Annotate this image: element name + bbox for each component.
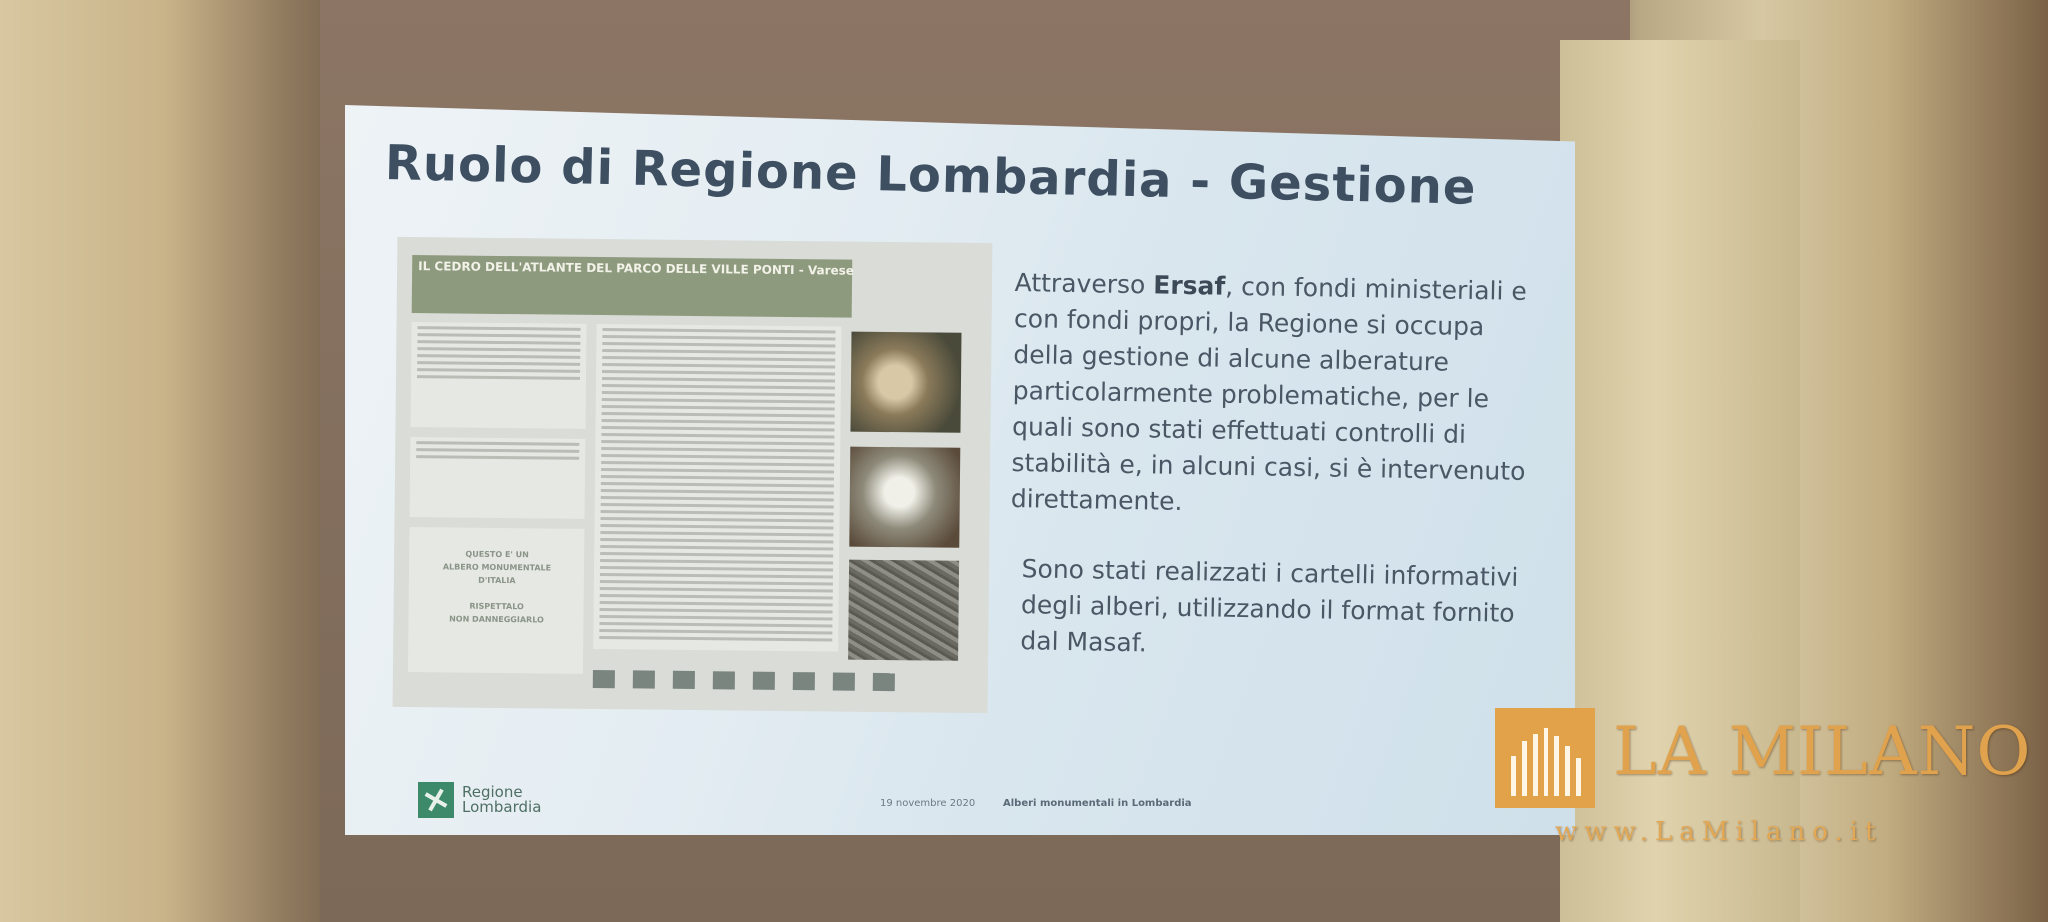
- document-partner-logos: [593, 664, 973, 698]
- regione-lombardia-mark-icon: [418, 782, 454, 818]
- document-header: [412, 255, 853, 318]
- slide-title: Ruolo di Regione Lombardia - Gestione: [384, 135, 1478, 216]
- bark-photo: [848, 560, 959, 661]
- watermark-title: LA MILANO: [1613, 713, 2032, 790]
- slide-body: [1008, 265, 1535, 668]
- footer-caption: Alberi monumentali in Lombardia: [1003, 798, 1192, 809]
- cone-photo: [850, 332, 961, 433]
- info-sign-document: [393, 237, 993, 713]
- logo-line-1: Regione: [462, 783, 523, 801]
- document-header-title: IL CEDRO DELL'ATLANTE DEL PARCO DELLE VILLE PONTI - Varese: [418, 259, 855, 278]
- document-botanical-text: [593, 324, 841, 652]
- logo-line-2: Lombardia: [462, 798, 542, 816]
- footer-date: 19 novembre 2020: [880, 798, 976, 809]
- ersaf-bold: Ersaf: [1153, 270, 1226, 301]
- lamilano-logo-icon: [1495, 708, 1595, 808]
- document-notice: QUESTO E' UN ALBERO MONUMENTALE D'ITALIA RISPETTALO NON DANNEGGIARLO: [442, 549, 552, 625]
- slide-paragraph-1: Attraverso Ersaf, con fondi ministeriali e con fondi propri, la Regione si occupa della gestione di alcune alberature particolarmente problematiche, per le quali sono stati effettuati controlli di stabilità e, in alcuni casi, si è intervenuto direttamente.: [1010, 267, 1528, 516]
- watermark: [1495, 705, 2032, 855]
- document-logo: [862, 260, 973, 311]
- document-general-data: [410, 322, 586, 429]
- regione-lombardia-logo: [418, 782, 541, 818]
- slide-paragraph-2: Sono stati realizzati i cartelli informativi degli alberi, utilizzando il format fornito dal Masaf.: [1020, 554, 1519, 658]
- document-monumental-aspects: [410, 437, 586, 519]
- watermark-url: www.LaMilano.it: [1555, 817, 1883, 847]
- needles-photo: [849, 447, 960, 548]
